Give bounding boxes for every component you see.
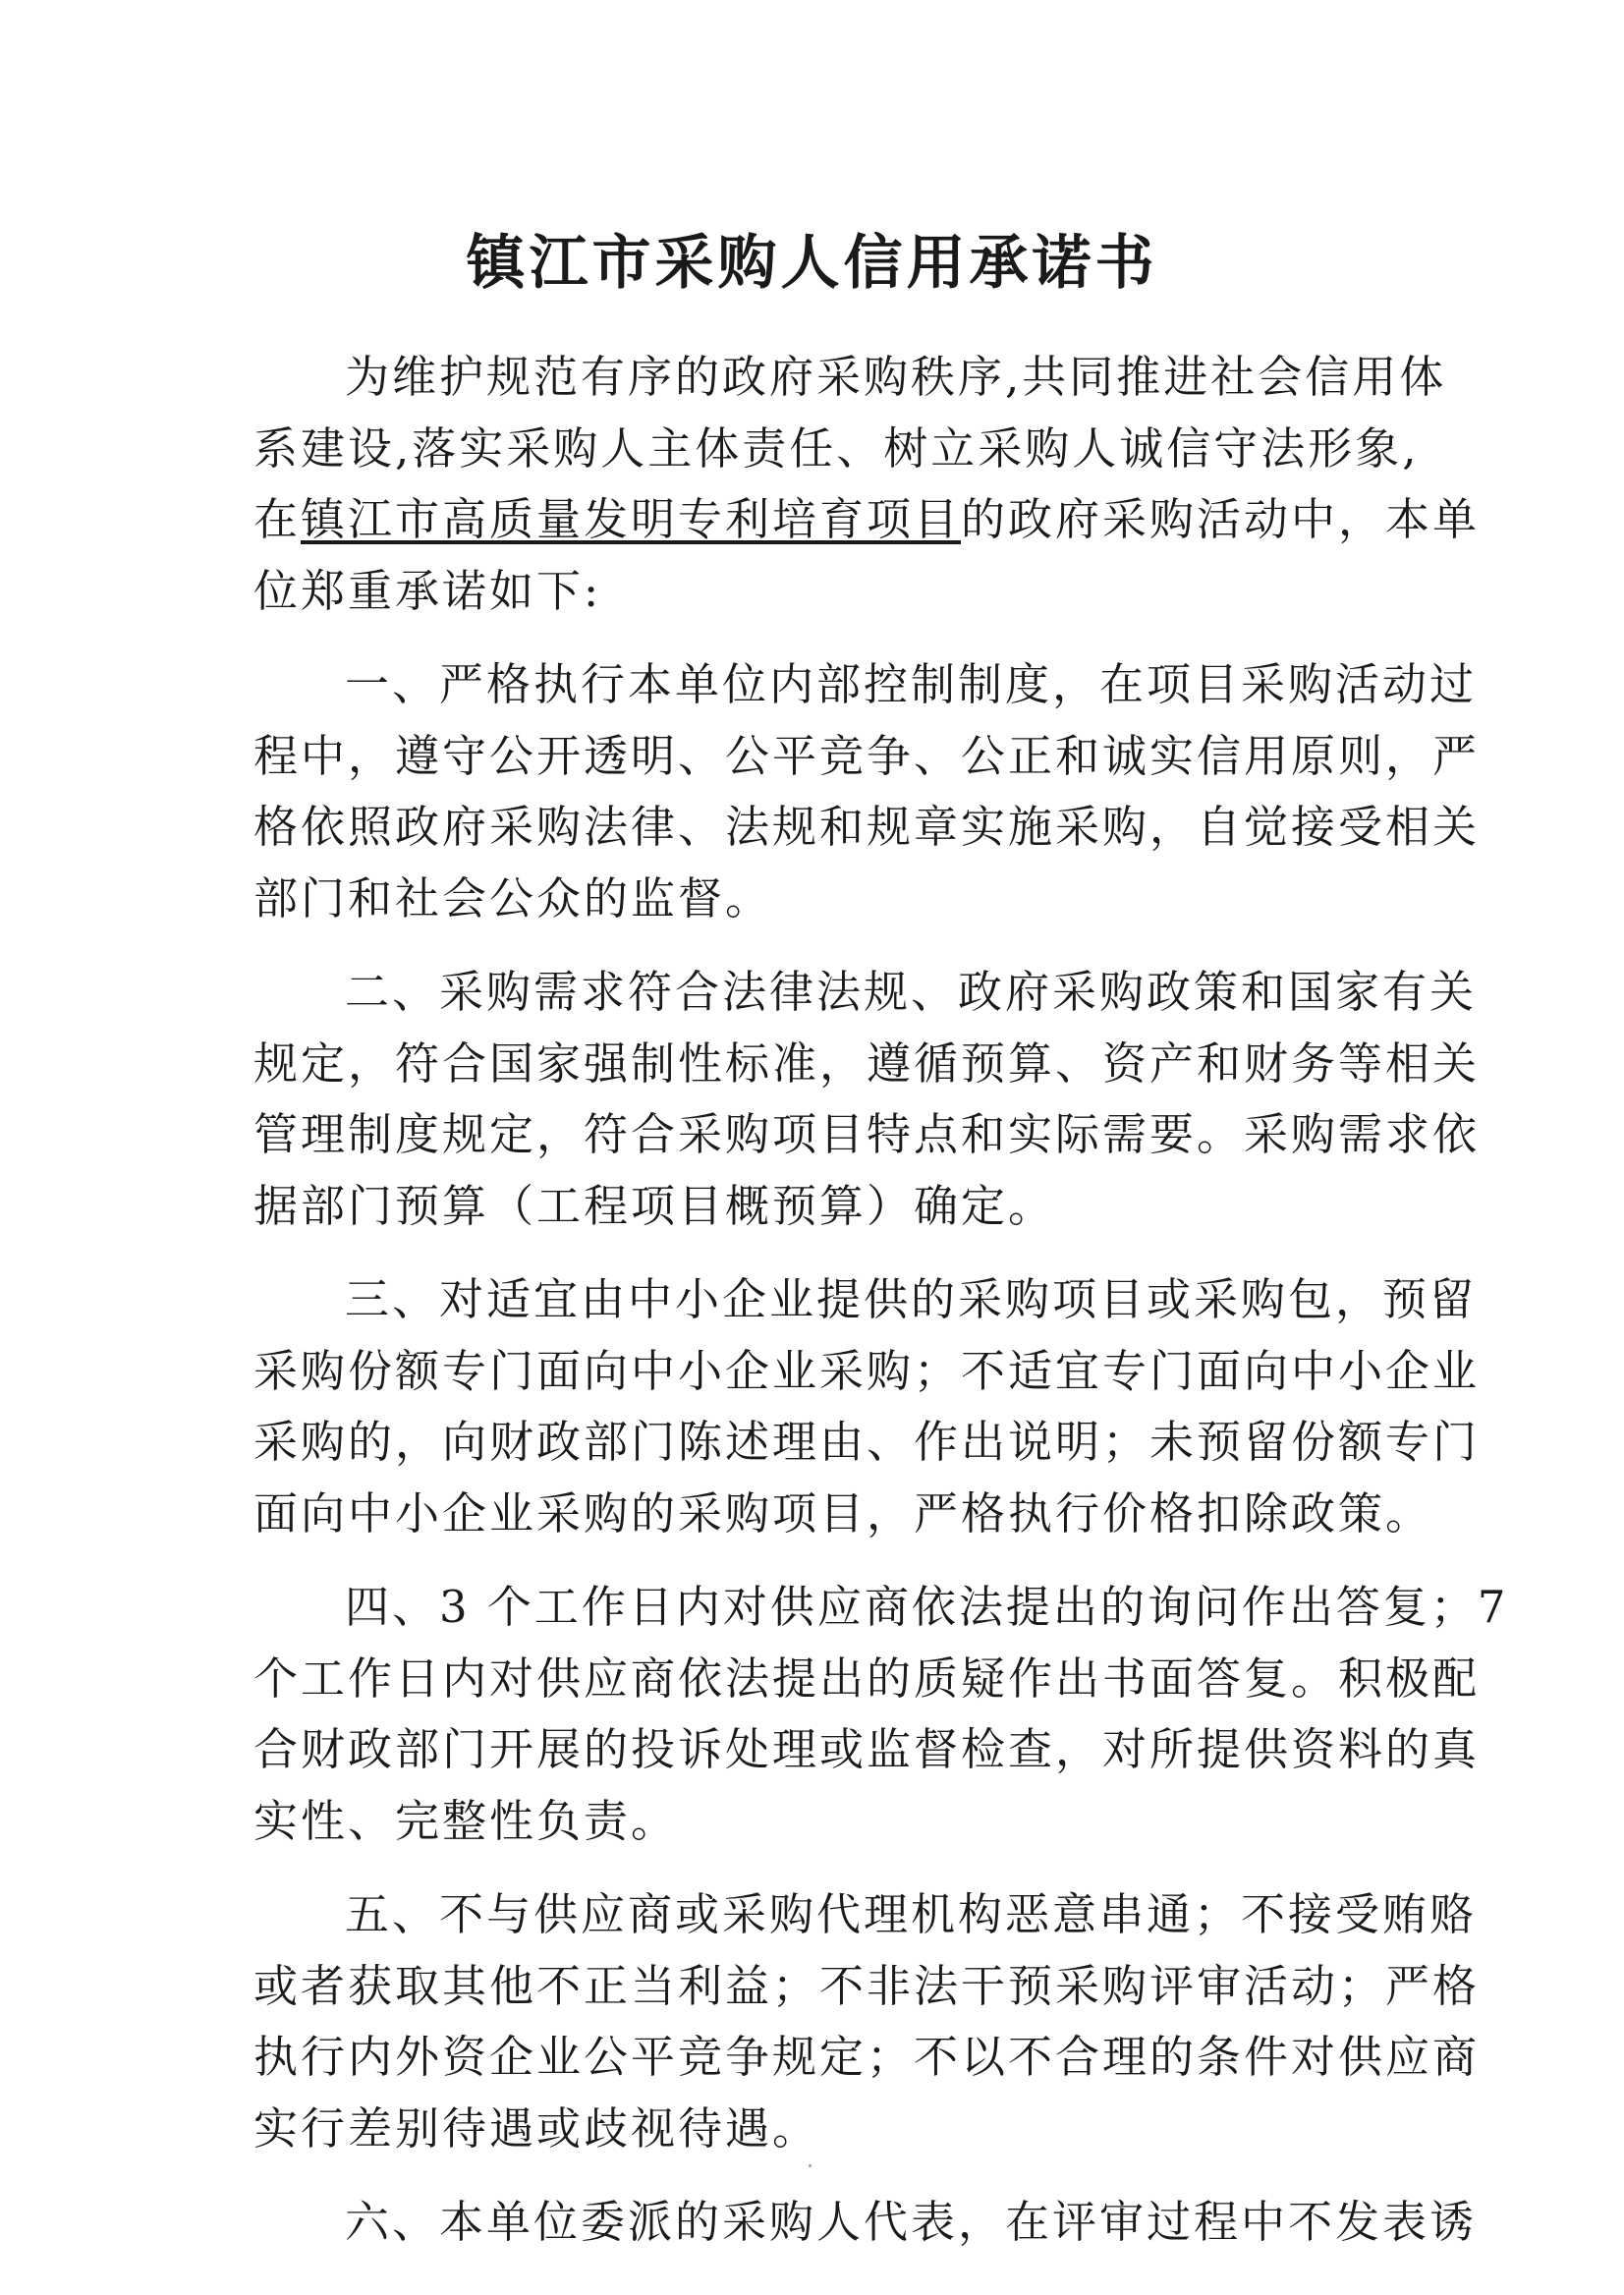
- item-line: 采购份额专门面向中小企业采购；不适宜专门面向中小企业: [253, 1344, 1481, 1397]
- item-line: 采购的，向财政部门陈述理由、作出说明；未预留份额专门: [253, 1416, 1481, 1468]
- item-line: 五、不与供应商或采购代理机构恶意串通；不接受贿赂: [345, 1888, 1478, 1940]
- item-line: 格依照政府采购法律、法规和规章实施采购，自觉接受相关: [253, 801, 1481, 853]
- commitment-item-4: [253, 1572, 1509, 1857]
- item-line: 或者获取其他不正当利益；不非法干预采购评审活动；严格: [253, 1959, 1481, 2012]
- commitment-item-5: [253, 1879, 1481, 2164]
- page-mark: [809, 2164, 812, 2167]
- project-name: 镇江市高质量发明专利培育项目: [301, 493, 962, 545]
- commitment-item-6: [253, 2187, 1478, 2259]
- item-line: 实性、完整性负责。: [253, 1794, 679, 1847]
- item-line: 程中，遵守公开透明、公平竞争、公正和诚实信用原则，严: [253, 729, 1481, 782]
- commitment-item-3: [253, 1264, 1481, 1549]
- item-line: 执行内外资企业公平竞争规定；不以不合理的条件对供应商: [253, 2031, 1481, 2083]
- intro-line: 位郑重承诺如下:: [253, 564, 602, 617]
- item-line: 管理制度规定，符合采购项目特点和实际需要。采购需求依: [253, 1108, 1481, 1160]
- intro-line: 为维护规范有序的政府采购秩序,共同推进社会信用体: [345, 351, 1447, 403]
- intro-paragraph: [253, 342, 1481, 627]
- intro-line: [253, 484, 1481, 556]
- item-line: 个工作日内对供应商依法提出的质疑作出书面答复。积极配: [253, 1651, 1481, 1705]
- item-line: 合财政部门开展的投诉处理或监督检查，对所提供资料的真: [253, 1723, 1481, 1775]
- item-line: 部门和社会公众的监督。: [253, 871, 773, 924]
- item-line: 实行差别待遇或歧视待遇。: [253, 2101, 820, 2155]
- commitment-item-2: [253, 957, 1481, 1242]
- commitment-item-1: [253, 649, 1481, 934]
- item-line: 四、3 个工作日内对供应商依法提出的询问作出答复；7: [345, 1581, 1509, 1633]
- intro-prefix: 在: [253, 493, 302, 545]
- document-body: [253, 342, 1509, 2259]
- item-line: 面向中小企业采购的采购项目，严格执行价格扣除政策。: [253, 1486, 1433, 1539]
- document-title: 镇江市采购人信用承诺书: [466, 229, 1158, 298]
- intro-line: 系建设,落实采购人主体责任、树立采购人诚信守法形象,: [253, 421, 1420, 475]
- item-line: 一、严格执行本单位内部控制制度，在项目采购活动过: [345, 658, 1478, 710]
- item-line: 规定，符合国家强制性标准，遵循预算、资产和财务等相关: [253, 1036, 1481, 1090]
- item-line: 六、本单位委派的采购人代表，在评审过程中不发表诱: [345, 2196, 1478, 2248]
- item-line: 二、采购需求符合法律法规、政府采购政策和国家有关: [345, 966, 1478, 1018]
- item-line: 三、对适宜由中小企业提供的采购项目或采购包，预留: [345, 1273, 1478, 1325]
- intro-suffix: 的政府采购活动中，本单: [961, 493, 1481, 545]
- item-line: 据部门预算（工程项目概预算）确定。: [253, 1179, 1056, 1232]
